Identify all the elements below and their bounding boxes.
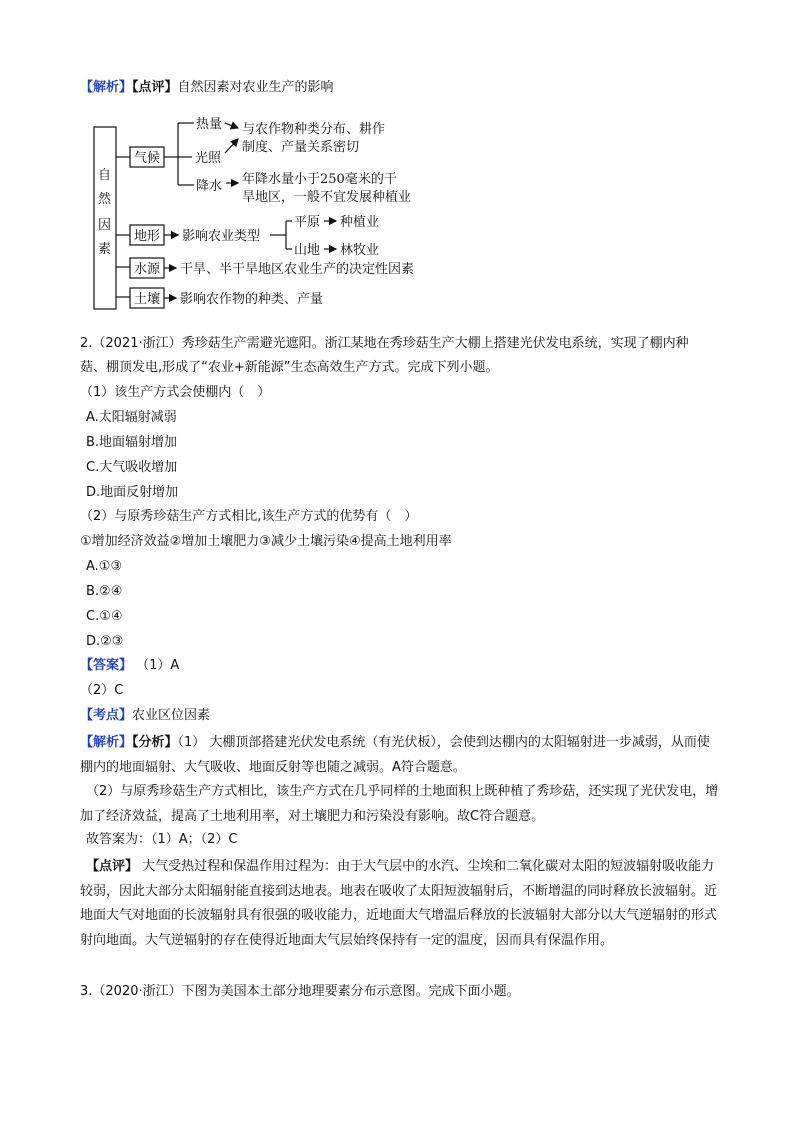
water-effect: 干旱、半干旱地区农业生产的决定性因素 [180, 262, 415, 277]
q3-stem: 3.（2020·浙江）下图为美国本土部分地理要素分布示意图。完成下面小题。 [80, 984, 520, 999]
precip-effect-2: 旱地区，一般不宜发展种植业 [242, 190, 412, 205]
q2-sub2-option-a: A.①③ [86, 559, 123, 574]
q2-sub2-option-b: B.②④ [86, 584, 123, 599]
mountain-label: 山地 [294, 243, 321, 258]
q2-sub2-option-d: D.②③ [86, 634, 124, 649]
soil-effect: 影响农作物的种类、产量 [180, 292, 324, 307]
soil-label: 土壤 [134, 292, 161, 307]
answer-tag: 【答案】 [80, 658, 133, 673]
kaodian-tag: 【考点】 [80, 708, 133, 723]
answer-1: （1）A [136, 658, 180, 673]
root-label-0: 自 [98, 168, 112, 183]
climate-effect-2: 制度、产量关系密切 [242, 140, 360, 155]
heat-label: 热量 [196, 117, 223, 132]
fenxi-tag: 【分析】 [132, 735, 178, 750]
q2-sub2-option-c: C.①④ [86, 609, 123, 624]
q2-sub1: （1）该生产方式会使棚内（ ） [80, 385, 271, 400]
analysis-tag: 【解析】 [80, 80, 133, 95]
analysis-tag: 【解析】 [80, 735, 133, 750]
q2-sub2-choices: ①增加经济效益②增加土壤肥力③减少土壤污染④提高土地利用率 [80, 534, 452, 549]
review-tag: 【点评】 [132, 80, 178, 95]
kaodian-text: 农业区位因素 [132, 708, 211, 723]
plain-label: 平原 [294, 215, 321, 230]
root-label-3: 素 [98, 242, 112, 257]
plain-effect: 种植业 [340, 215, 380, 230]
kaodian-line [80, 706, 210, 726]
q2-stem-1: 2.（2021·浙江）秀珍菇生产需避光遮阳。浙江某地在秀珍菇生产大棚上搭建光伏发电系统，实现了棚内种 [80, 336, 689, 351]
root-label-2: 因 [98, 218, 112, 233]
review-tag-2: 【点评】 [86, 859, 139, 874]
light-label: 光照 [195, 151, 222, 166]
answer-2: （2）C [80, 683, 124, 698]
q2-stem-2: 菇、棚顶发电,形成了“农业+新能源”生态高效生产方式。完成下列小题。 [80, 360, 499, 375]
diagram-svg [92, 117, 442, 313]
precip-effect-1: 年降水量小于250毫米的干 [242, 172, 397, 187]
climate-effect-1: 与农作物种类分布、耕作 [242, 122, 386, 137]
q2-sub1-option-c: C.大气吸收增加 [86, 460, 178, 475]
terrain-label: 地形 [134, 229, 161, 244]
answer-line [80, 656, 179, 676]
climate-label: 气候 [134, 151, 161, 166]
q2-sub2: （2）与原秀珍菇生产方式相比,该生产方式的优势有（ ） [80, 509, 418, 524]
analysis-1: （1） 大棚顶部搭建光伏发电系统（有光伏板），会使到达棚内的太阳辐射进一步减弱，从而使棚内的地面辐射、大气吸收、地面反射等也随之减弱。A符合题意。 [80, 735, 710, 775]
review-title: 自然因素对农业生产的影响 [177, 80, 334, 95]
q2-sub1-option-a: A.太阳辐射减弱 [86, 410, 177, 425]
water-label: 水源 [134, 262, 161, 277]
mountain-effect: 林牧业 [340, 243, 380, 258]
review-text: 大气受热过程和保温作用过程为：由于大气层中的水汽、尘埃和二氧化碳对太阳的短波辐射吸收能力较弱，因此大部分太阳辐射能直接到达地表。地表在吸收了太阳短波辐射后，不断增温的同时释放长波辐射。近地面大气对地面的长波辐射具有很强的吸收能力，近地面大气增温后释放的长波辐射大部分以大气逆辐射的形式射向地面。大气逆辐射的存在使得近地面大气层始终保持有一定的温度，因而具有保温作用。 [80, 859, 718, 948]
final-answer: 故答案为：（1）A；（2）C [86, 832, 238, 847]
q2-sub1-option-d: D.地面反射增加 [86, 485, 179, 500]
review-para [80, 855, 720, 953]
root-label-1: 然 [98, 192, 112, 207]
analysis-2: （2）与原秀珍菇生产方式相比，该生产方式在几乎同样的土地面积上既种植了秀珍菇，还实现了光伏发电，增加了经济效益，提高了土地利用率，对土壤肥力和污染没有影响。故C符合题意。 [80, 784, 719, 824]
q2-sub1-option-b: B.地面辐射增加 [86, 435, 178, 450]
review-header [80, 78, 334, 98]
natural-factors-diagram [92, 117, 442, 313]
terrain-effect: 影响农业类型 [182, 229, 261, 244]
analysis-para-1 [80, 731, 720, 780]
precip-label: 降水 [196, 179, 223, 194]
